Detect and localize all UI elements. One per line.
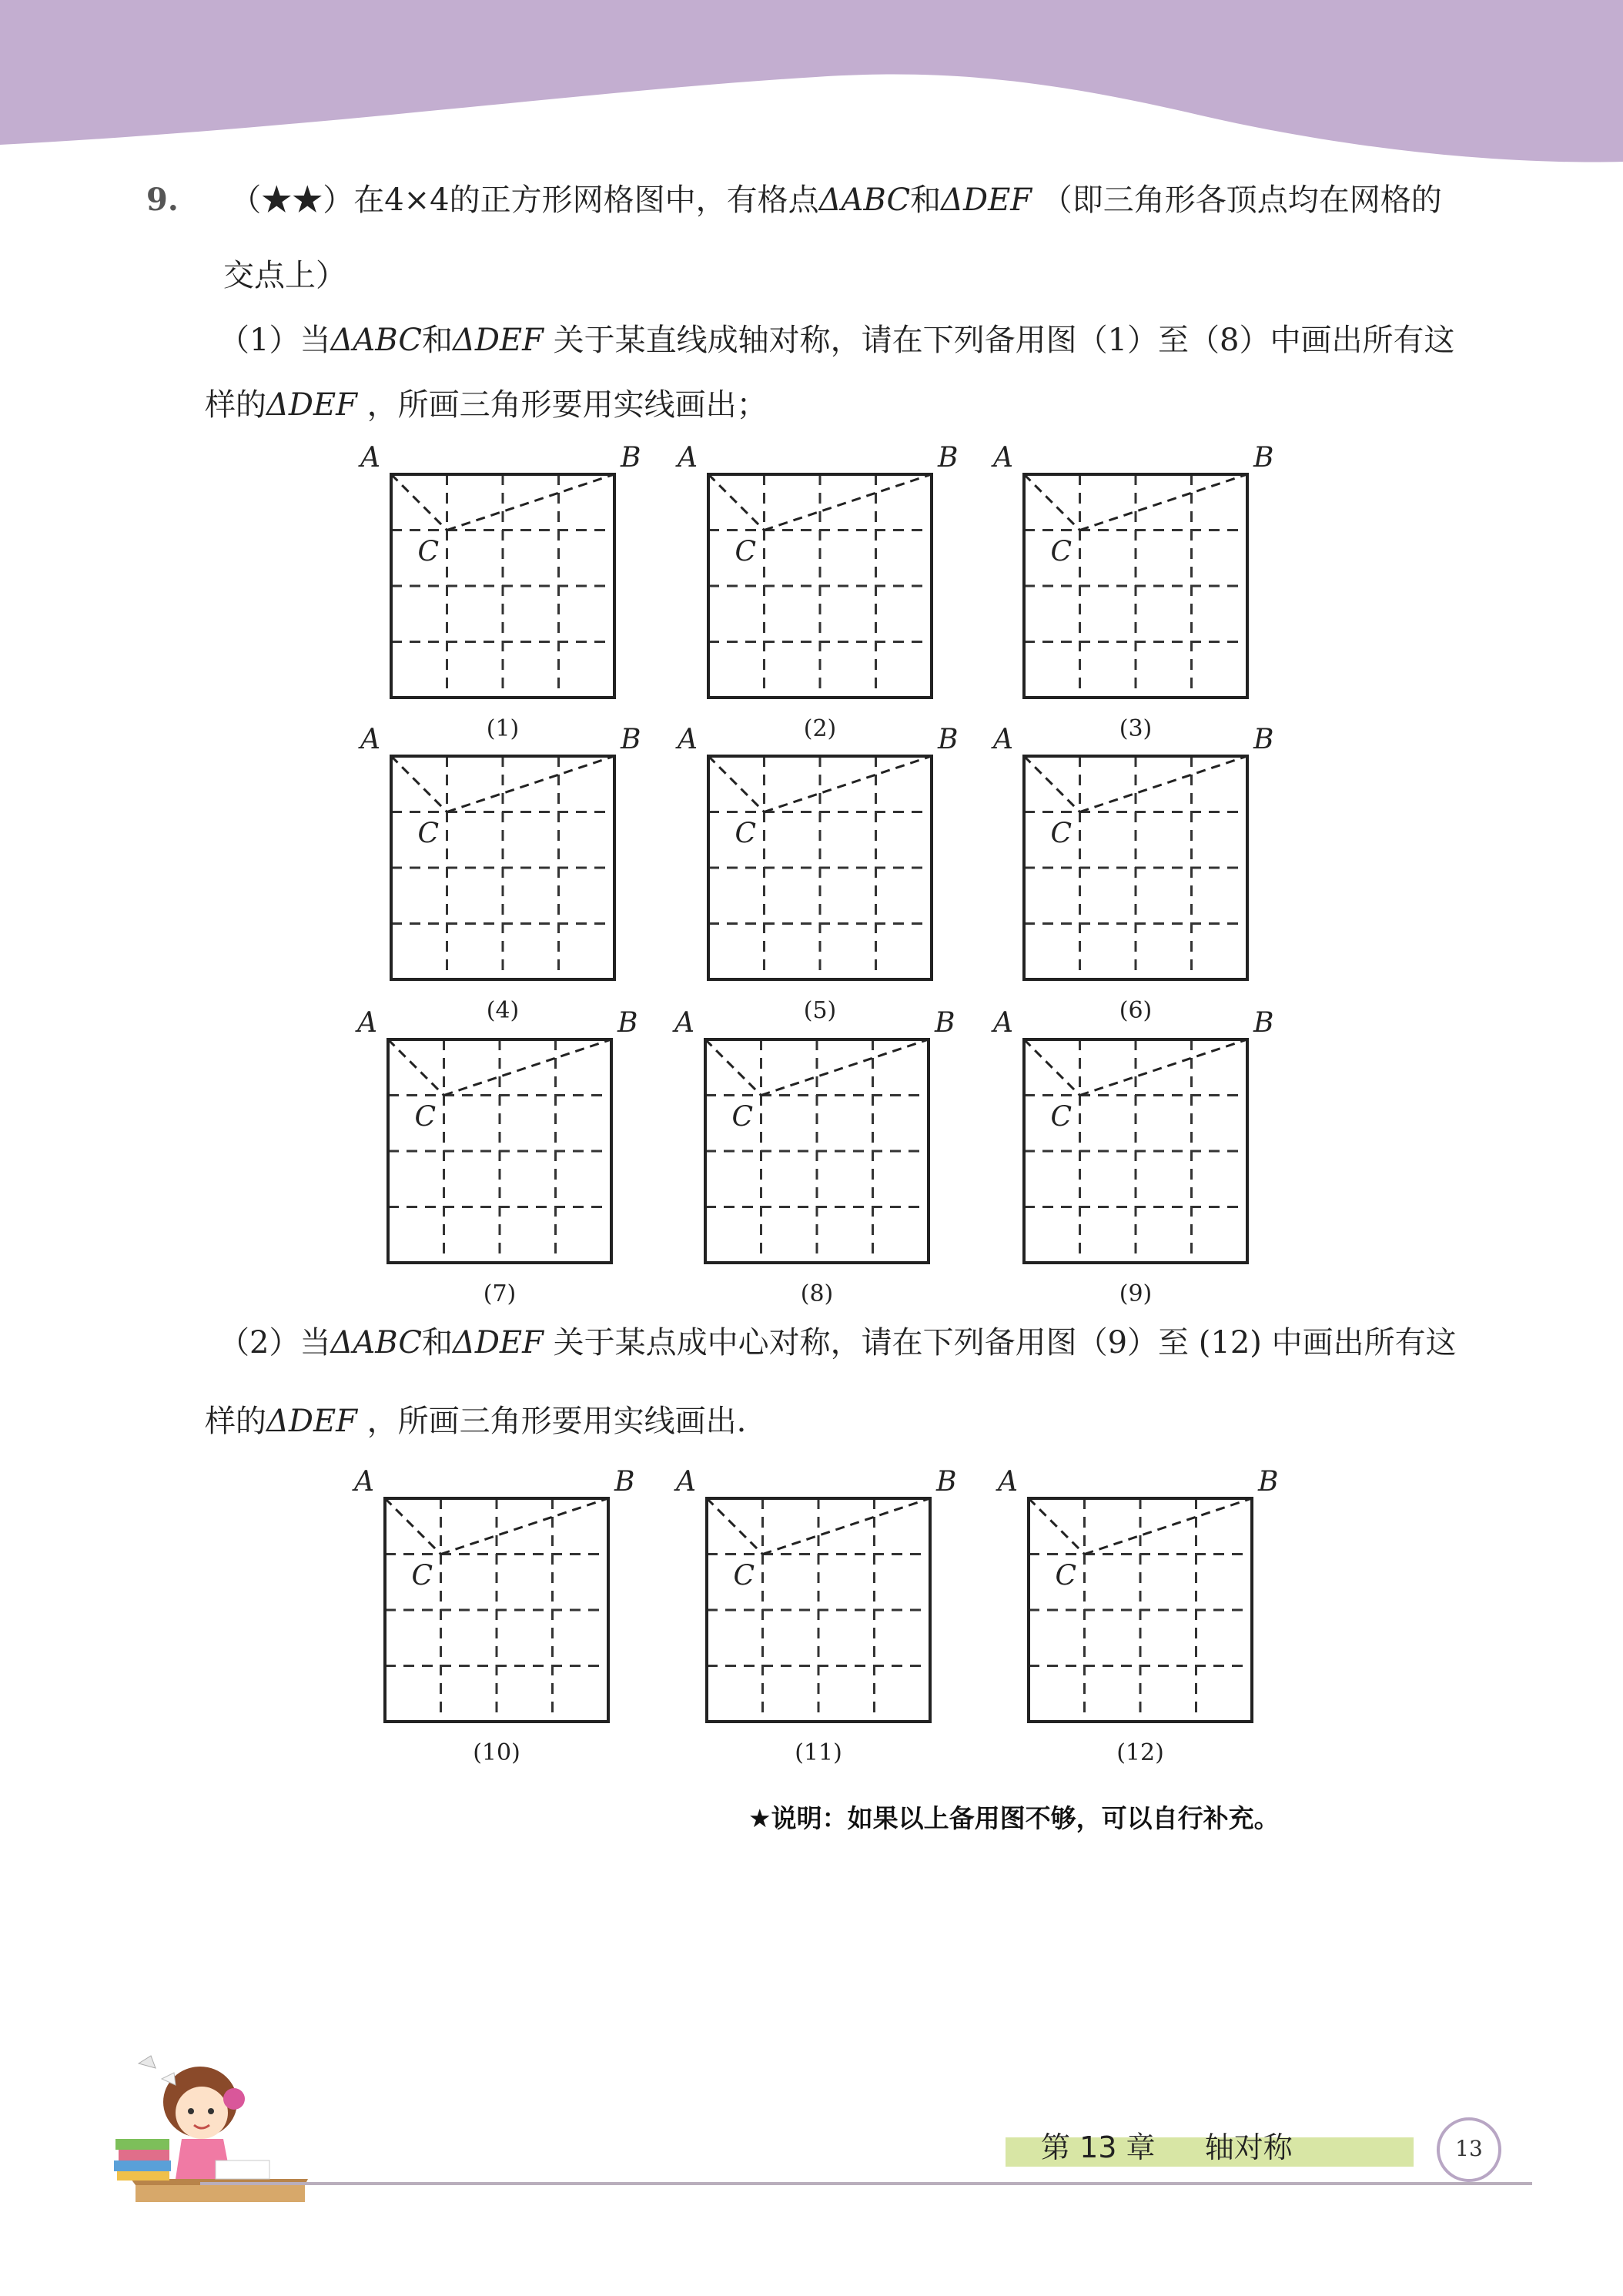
segment-ac [1024, 474, 1080, 530]
point-b-label: B [938, 442, 959, 474]
point-c-label: C [1050, 536, 1073, 568]
figure-caption: (5) [803, 997, 837, 1024]
point-a-label: A [678, 724, 698, 755]
figure-caption: (12) [1116, 1739, 1164, 1766]
segment-ac [391, 474, 447, 530]
point-b-label: B [617, 1007, 638, 1039]
segment-cb [1080, 756, 1248, 812]
segment-ac [385, 1498, 441, 1555]
difficulty-stars: （★★） [230, 182, 354, 218]
footer-chapter-label: 第 13 章 轴对称 [1041, 2130, 1293, 2164]
segment-ac [1024, 1039, 1080, 1096]
point-c-label: C [1050, 1101, 1073, 1133]
segment-cb [447, 756, 615, 812]
page-number-badge [1437, 2117, 1501, 2182]
figure-caption: (11) [795, 1739, 842, 1766]
point-b-label: B [621, 724, 641, 755]
point-a-label: A [360, 724, 380, 755]
figure-caption: (7) [483, 1280, 517, 1307]
point-c-label: C [417, 536, 440, 568]
point-c-label: C [1055, 1560, 1077, 1592]
point-a-label: A [674, 1007, 694, 1039]
grid-figure-12 [996, 1466, 1278, 1766]
grid-figure-3 [991, 442, 1273, 742]
point-b-label: B [1253, 724, 1274, 755]
note-text: ★说明：如果以上备用图不够，可以自行补充。 [748, 1803, 1280, 1833]
point-a-label: A [993, 1007, 1013, 1039]
point-b-label: B [1258, 1466, 1279, 1498]
figure-caption: (1) [486, 715, 520, 742]
point-a-label: A [678, 442, 698, 474]
grid-figure-1 [358, 442, 641, 742]
segment-ac [1029, 1498, 1085, 1555]
grid-figure-7 [355, 1007, 637, 1307]
point-a-label: A [360, 442, 380, 474]
segment-ac [1024, 756, 1080, 812]
segment-cb [765, 756, 932, 812]
point-c-label: C [411, 1560, 433, 1592]
point-b-label: B [1253, 442, 1274, 474]
grid-figure-11 [674, 1466, 956, 1766]
segment-cb [441, 1498, 609, 1555]
point-c-label: C [417, 818, 440, 850]
point-b-label: B [935, 1007, 955, 1039]
figure-caption: (10) [473, 1739, 520, 1766]
girl-reading-illustration [108, 2048, 316, 2210]
question-line-2: 交点上） [223, 258, 346, 293]
figure-caption: (8) [800, 1280, 834, 1307]
point-b-label: B [938, 724, 959, 755]
point-b-label: B [621, 442, 641, 474]
figure-caption: (4) [486, 997, 520, 1024]
point-c-label: C [414, 1101, 437, 1133]
figure-caption: (2) [803, 715, 837, 742]
segment-cb [761, 1039, 929, 1096]
segment-cb [765, 474, 932, 530]
segment-cb [1085, 1498, 1253, 1555]
grid-figure-6 [991, 724, 1273, 1024]
point-a-label: A [993, 442, 1013, 474]
page-number: 13 [1455, 2136, 1483, 2161]
point-a-label: A [354, 1466, 374, 1498]
figure-caption: (6) [1119, 997, 1153, 1024]
triangle-def: ΔDEF [941, 182, 1032, 218]
point-c-label: C [1050, 818, 1073, 850]
point-a-label: A [676, 1466, 696, 1498]
figure-caption: (3) [1119, 715, 1153, 742]
part2-line-1: （2）当ΔABC和ΔDEF 关于某点成中心对称，请在下列备用图（9）至 (12) 中画出所有这 [219, 1325, 1457, 1361]
question-number: 9. [146, 182, 179, 218]
grid-figure-2 [675, 442, 958, 742]
grid-figure-10 [352, 1466, 634, 1766]
question-line-1: 9. （★★）在4×4的正方形网格图中，有格点ΔABC和ΔDEF （即三角形各顶点均在网格的 [146, 182, 1442, 218]
grid-figure-9 [991, 1007, 1273, 1307]
point-c-label: C [735, 536, 757, 568]
segment-cb [447, 474, 615, 530]
point-c-label: C [735, 818, 757, 850]
footer-rule [200, 2182, 1532, 2185]
point-a-label: A [993, 724, 1013, 755]
figure-caption: (9) [1119, 1280, 1153, 1307]
segment-ac [708, 756, 765, 812]
point-b-label: B [936, 1466, 957, 1498]
part1-line-1: （1）当ΔABC和ΔDEF 关于某直线成轴对称，请在下列备用图（1）至（8）中画出所有这 [219, 323, 1455, 358]
point-b-label: B [1253, 1007, 1274, 1039]
segment-ac [391, 756, 447, 812]
triangle-abc: ΔABC [818, 182, 911, 218]
point-a-label: A [998, 1466, 1018, 1498]
point-c-label: C [733, 1560, 755, 1592]
segment-ac [388, 1039, 444, 1096]
segment-cb [1080, 1039, 1248, 1096]
grid-figure-4 [358, 724, 641, 1024]
part1-line-2: 样的ΔDEF ，所画三角形要用实线画出； [205, 387, 768, 423]
segment-ac [707, 1498, 763, 1555]
segment-ac [708, 474, 765, 530]
part2-line-2: 样的ΔDEF ，所画三角形要用实线画出. [205, 1404, 747, 1439]
segment-cb [763, 1498, 931, 1555]
point-c-label: C [731, 1101, 754, 1133]
segment-cb [444, 1039, 612, 1096]
grid-figure-5 [675, 724, 958, 1024]
segment-cb [1080, 474, 1248, 530]
point-a-label: A [357, 1007, 377, 1039]
grid-figure-8 [672, 1007, 955, 1307]
point-b-label: B [614, 1466, 635, 1498]
segment-ac [705, 1039, 761, 1096]
grid-size: 4×4 [384, 182, 450, 218]
